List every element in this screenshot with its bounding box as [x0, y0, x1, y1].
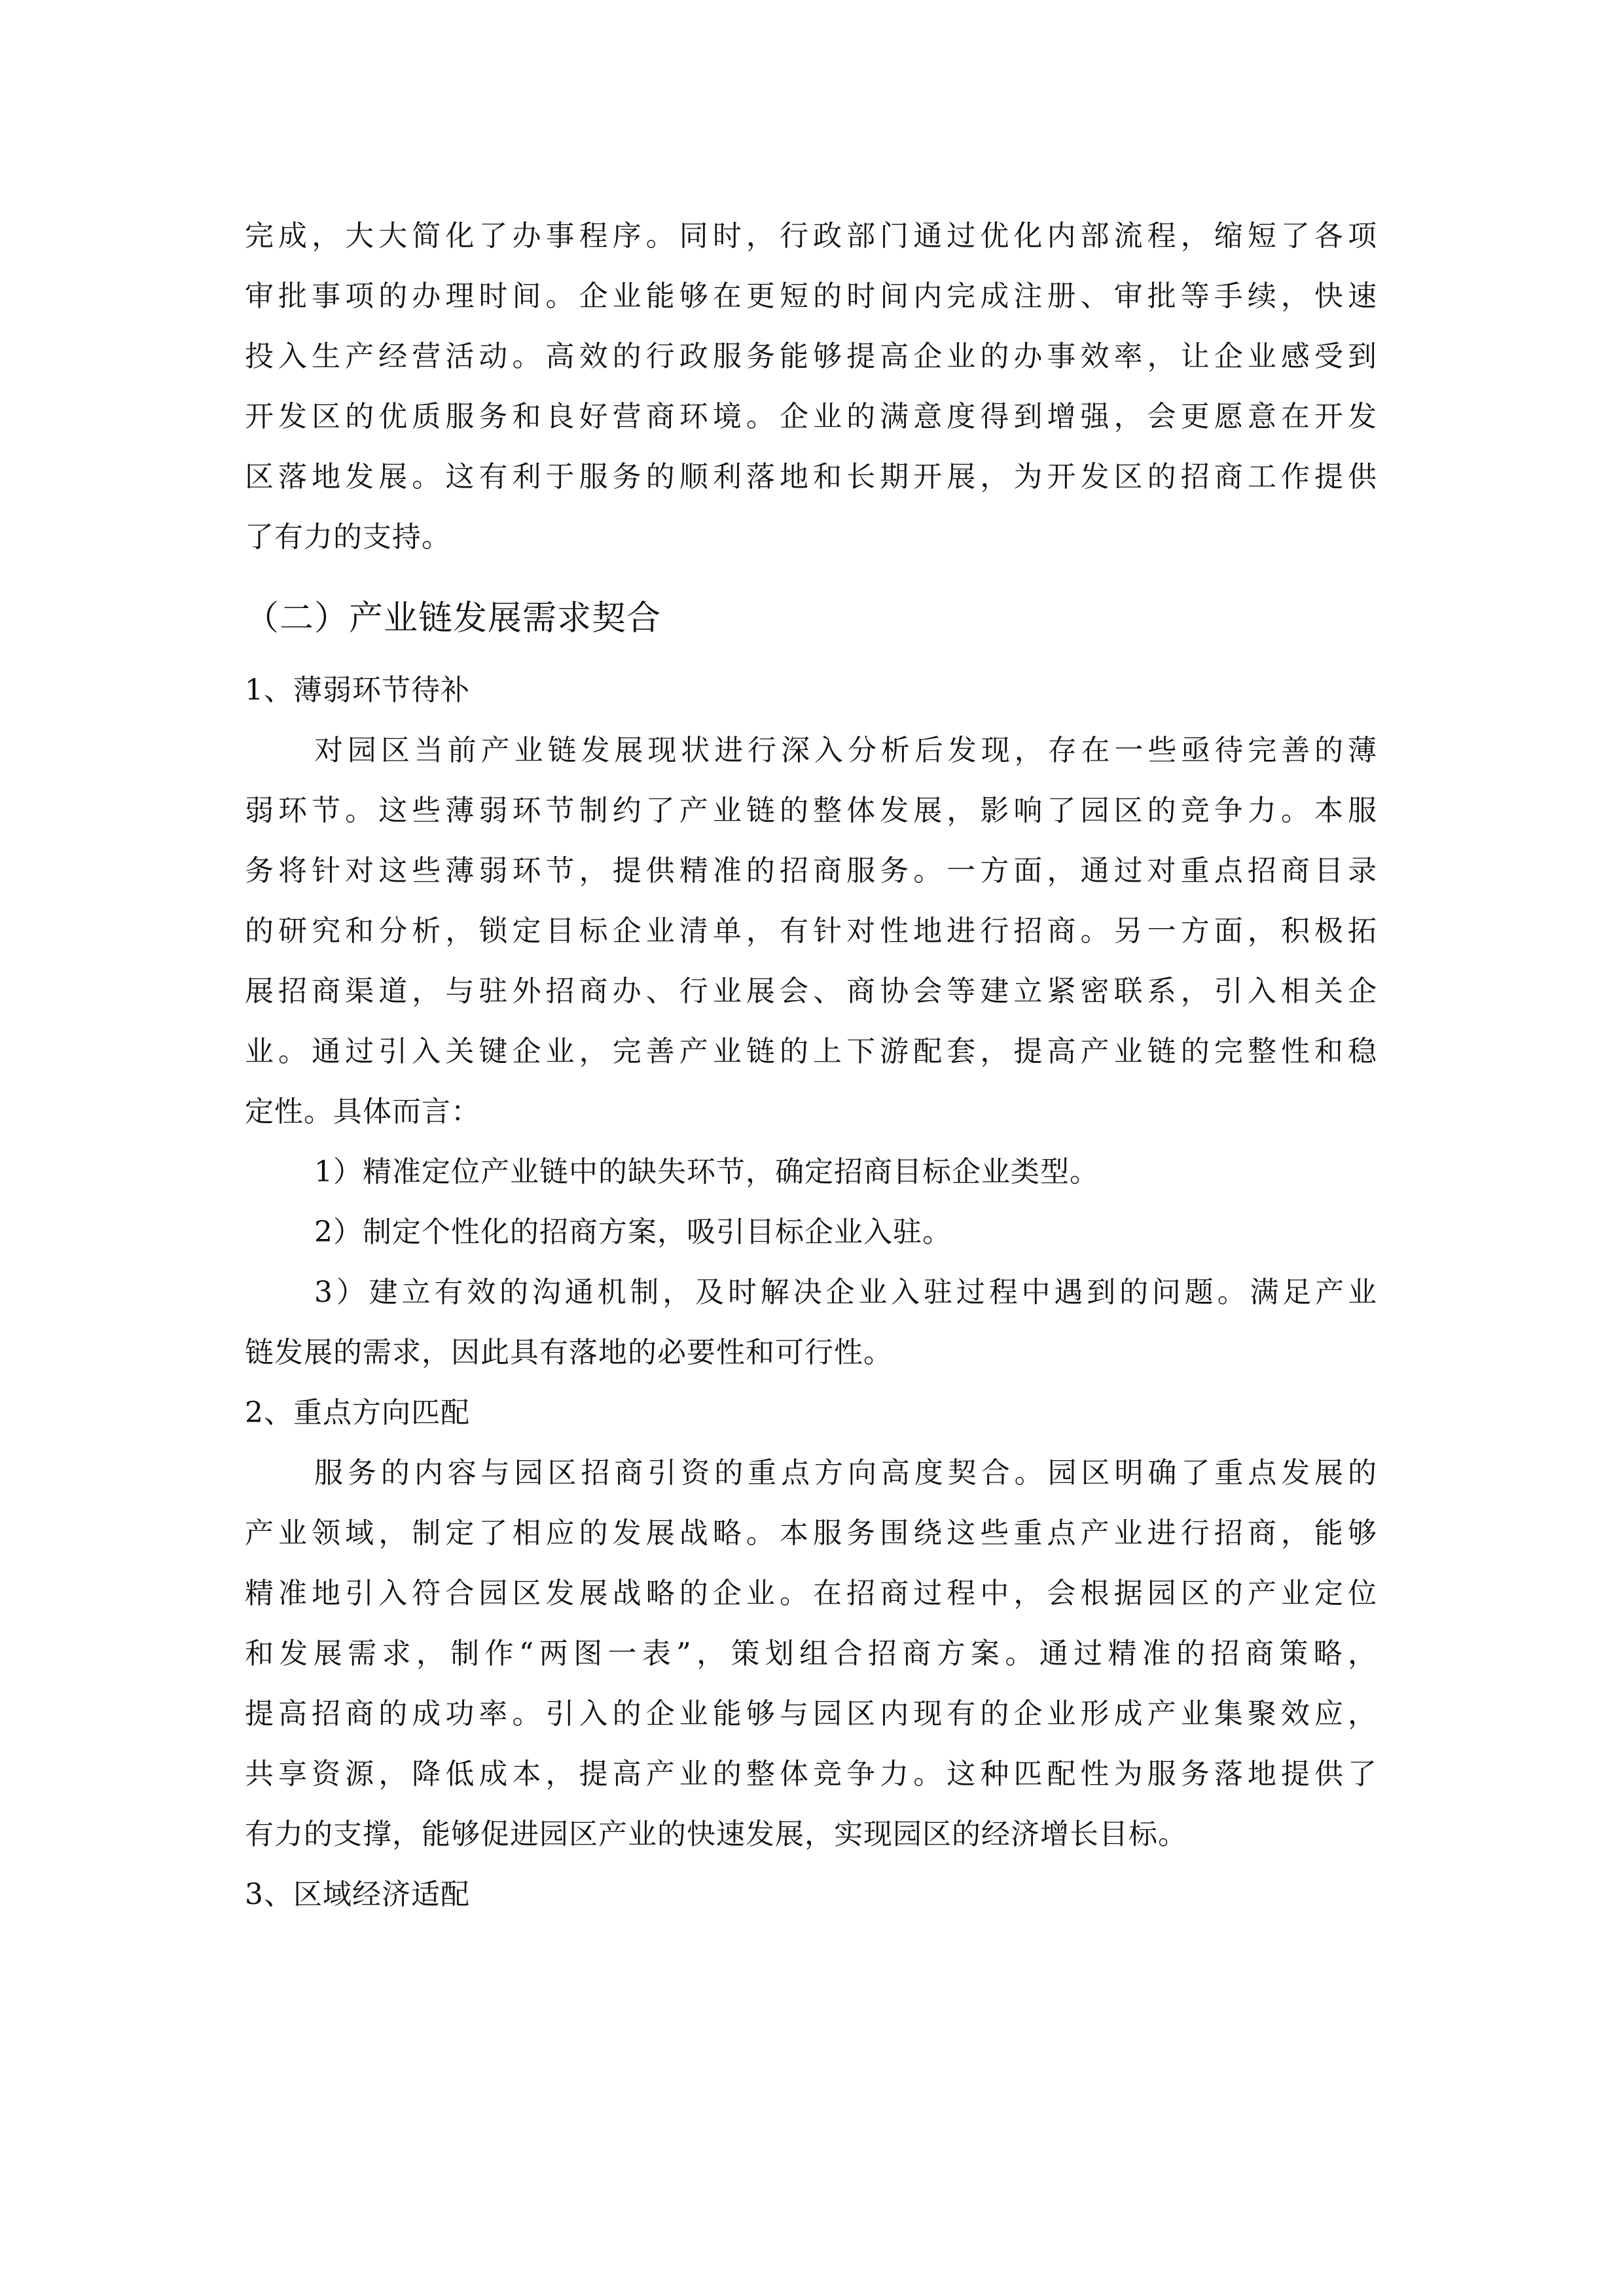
- text-line: 对园区当前产业链发展现状进行深入分析后发现，存在一些亟待完善的薄: [314, 734, 1377, 767]
- text-line: 展招商渠道，与驻外招商办、行业展会、商协会等建立紧密联系，引入相关企: [245, 975, 1377, 1008]
- text-line: 共享资源，降低成本，提高产业的整体竞争力。这种匹配性为服务落地提供了: [245, 1757, 1377, 1791]
- subsection-heading-3: 3、区域经济适配: [245, 1878, 470, 1911]
- subsection-1-paragraph: [245, 721, 1377, 1142]
- text-line: 精准地引入符合园区发展战略的企业。在招商过程中，会根据园区的产业定位: [245, 1577, 1377, 1610]
- list-item: [245, 1202, 1377, 1263]
- text-line: 和发展需求，制作“两图一表”，策划组合招商方案。通过精准的招商策略，: [245, 1637, 1377, 1670]
- text-line: 投入生产经营活动。高效的行政服务能够提高企业的办事效率，让企业感受到: [245, 340, 1377, 373]
- text-line: 审批事项的办理时间。企业能够在更短的时间内完成注册、审批等手续，快速: [245, 279, 1377, 313]
- text-line: 弱环节。这些薄弱环节制约了产业链的整体发展，影响了园区的竞争力。本服: [245, 794, 1377, 827]
- text-line: 提高招商的成功率。引入的企业能够与园区内现有的企业形成产业集聚效应，: [245, 1697, 1377, 1731]
- list-item-line: 链发展的需求，因此具有落地的必要性和可行性。: [245, 1336, 893, 1369]
- text-line: 完成，大大简化了办事程序。同时，行政部门通过优化内部流程，缩短了各项: [245, 219, 1377, 253]
- text-line: 产业领域，制定了相应的发展战略。本服务围绕这些重点产业进行招商，能够: [245, 1516, 1377, 1550]
- list-item: [245, 1263, 1377, 1383]
- intro-paragraph: [245, 206, 1377, 567]
- subsection-heading-2: 2、重点方向匹配: [245, 1396, 470, 1429]
- subsection-2-paragraph: [245, 1443, 1377, 1865]
- section-heading: （二）产业链发展需求契合: [245, 599, 662, 638]
- text-line: 了有力的支持。: [245, 520, 451, 554]
- subsection-heading-1: 1、薄弱环节待补: [245, 673, 470, 707]
- text-line: 务将针对这些薄弱环节，提供精准的招商服务。一方面，通过对重点招商目录: [245, 854, 1377, 888]
- list-item-line: 2）制定个性化的招商方案，吸引目标企业入驻。: [314, 1215, 952, 1249]
- text-line: 开发区的优质服务和良好营商环境。企业的满意度得到增强，会更愿意在开发: [245, 400, 1377, 433]
- text-line: 区落地发展。这有利于服务的顺利落地和长期开展，为开发区的招商工作提供: [245, 460, 1377, 493]
- list-item: [245, 1142, 1377, 1202]
- document-body: [245, 206, 1377, 1925]
- text-line: 服务的内容与园区招商引资的重点方向高度契合。园区明确了重点发展的: [314, 1456, 1377, 1490]
- text-line: 定性。具体而言：: [245, 1095, 480, 1128]
- text-line: 业。通过引入关键企业，完善产业链的上下游配套，提高产业链的完整性和稳: [245, 1035, 1377, 1068]
- text-line: 有力的支撑，能够促进园区产业的快速发展，实现园区的经济增长目标。: [245, 1818, 1187, 1851]
- subsection-1-list: [245, 1142, 1377, 1383]
- list-item-line: 3）建立有效的沟通机制，及时解决企业入驻过程中遇到的问题。满足产业: [314, 1276, 1377, 1309]
- text-line: 的研究和分析，锁定目标企业清单，有针对性地进行招商。另一方面，积极拓: [245, 914, 1377, 948]
- list-item-line: 1）精准定位产业链中的缺失环节，确定招商目标企业类型。: [314, 1155, 1099, 1189]
